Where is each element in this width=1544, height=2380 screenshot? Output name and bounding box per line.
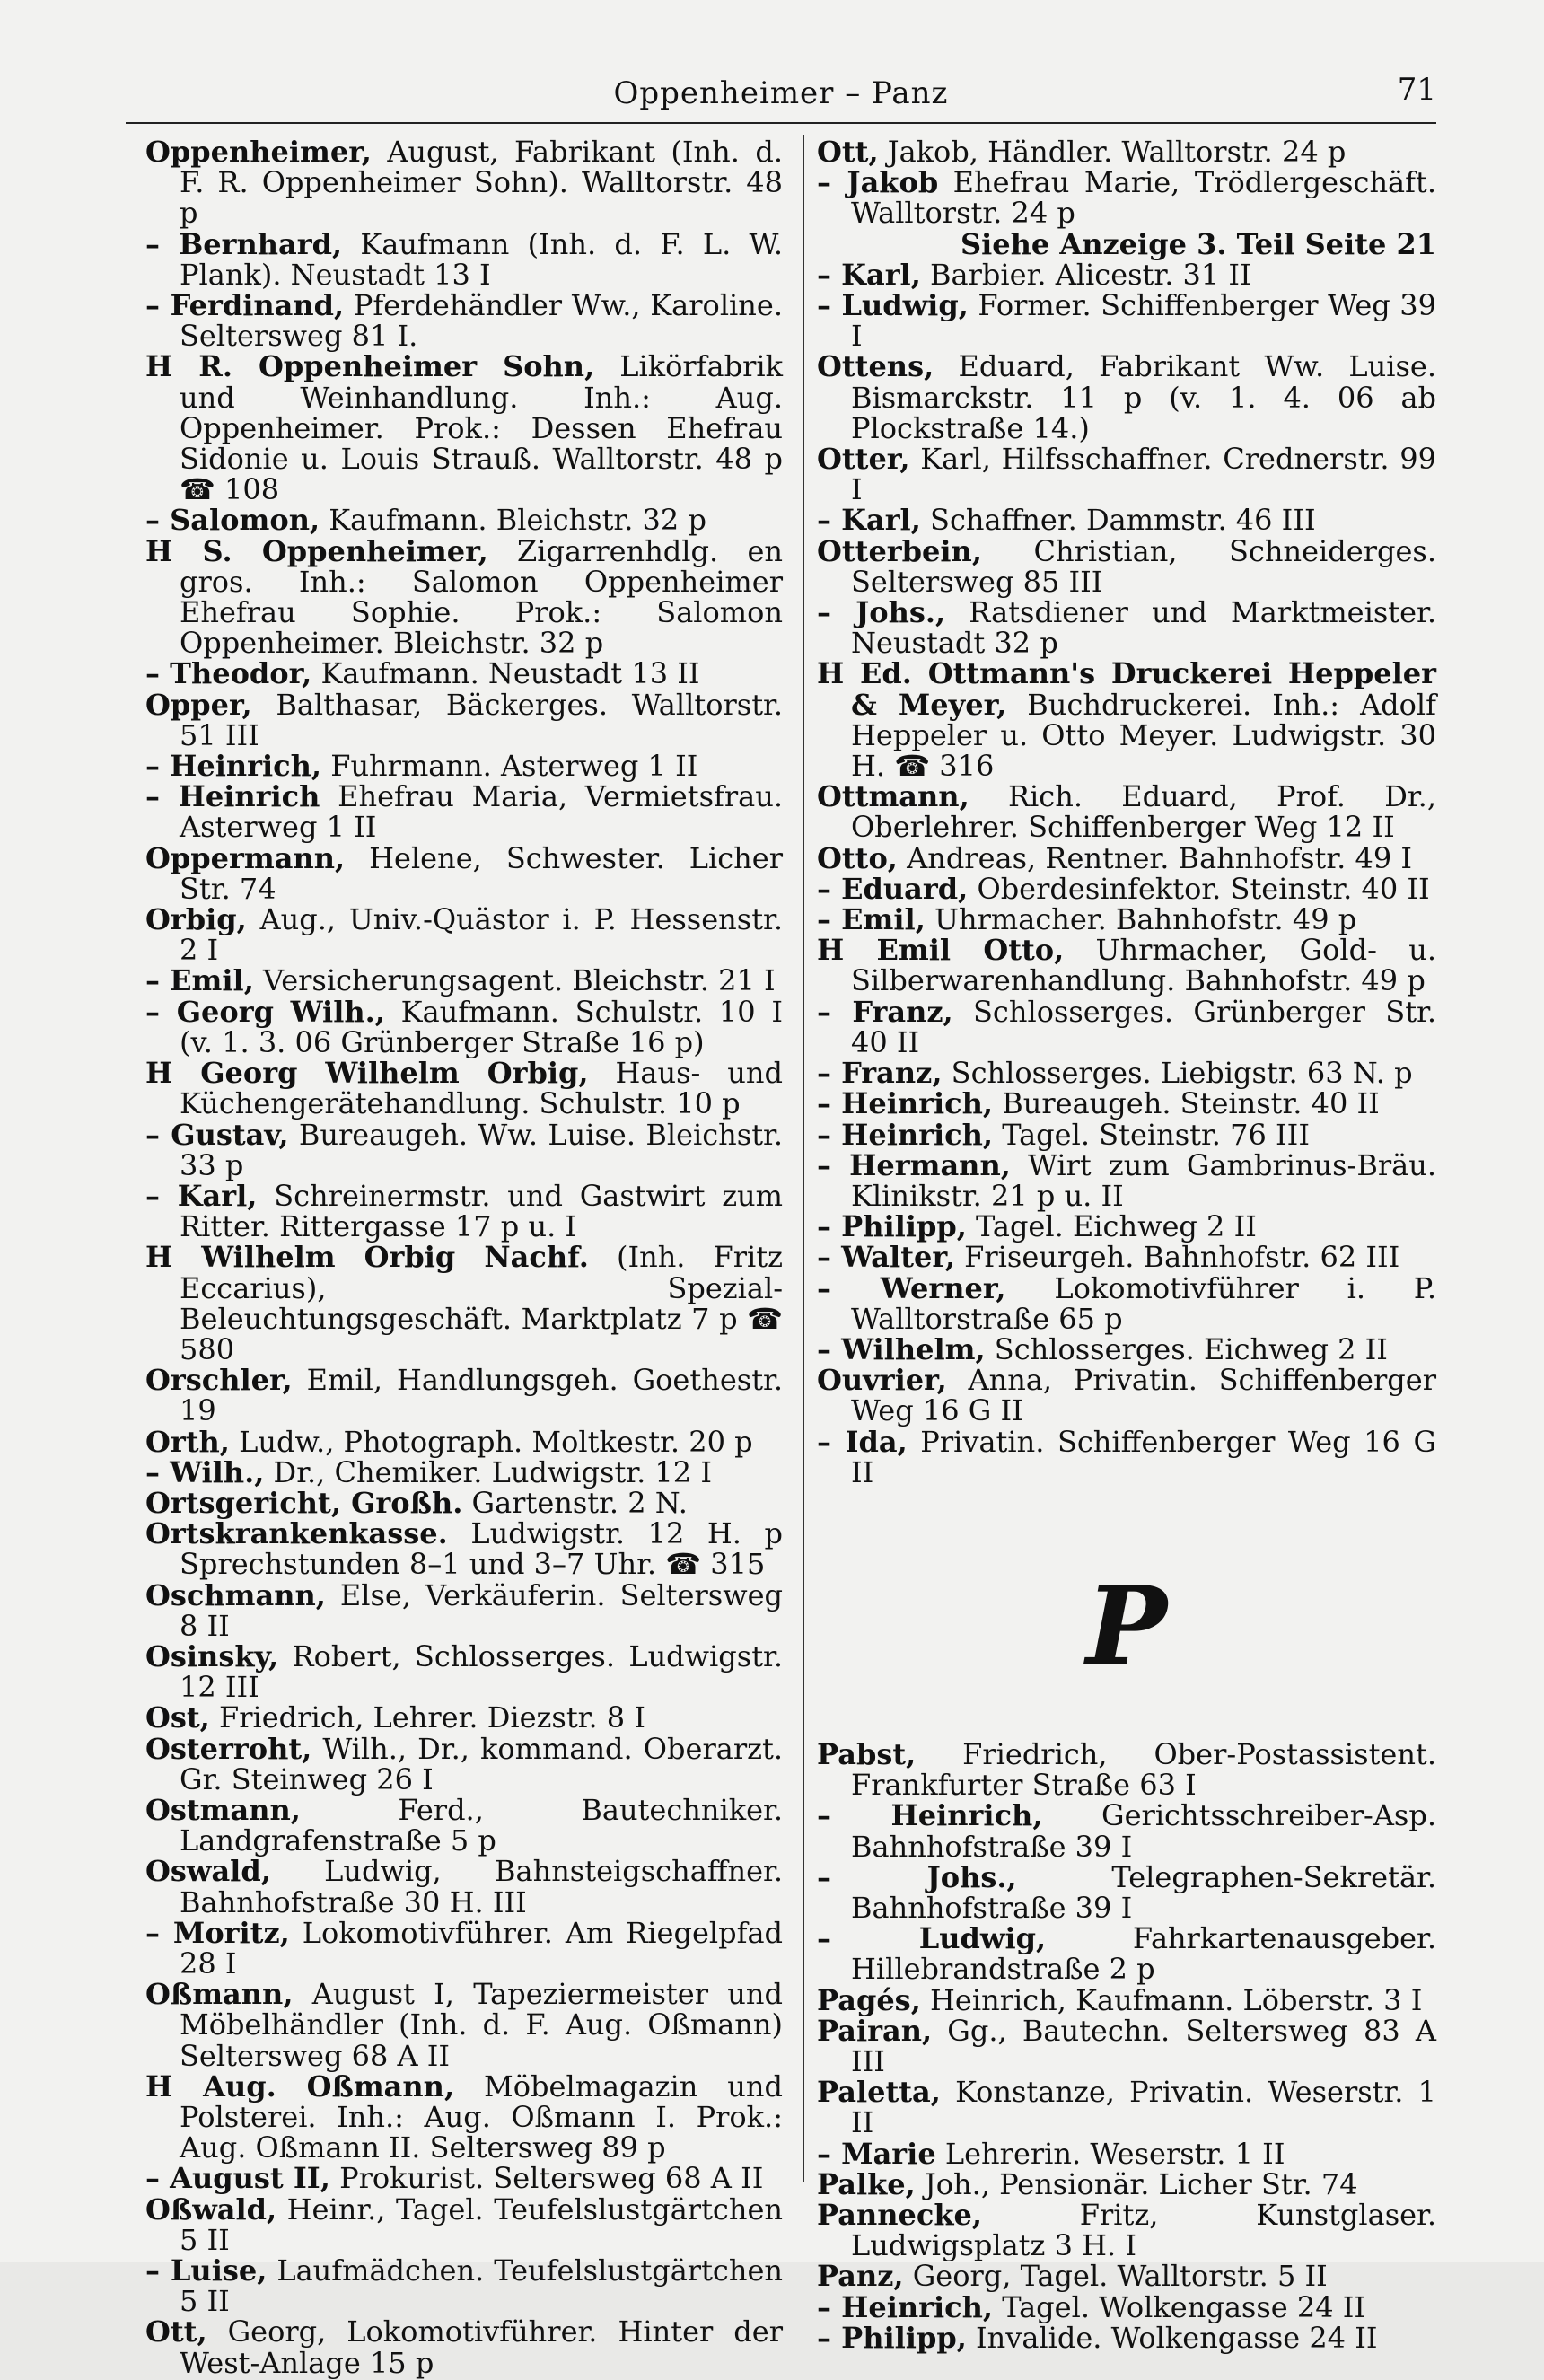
directory-entry [145, 1915, 783, 1980]
entry-details: Ludw., Photograph. Moltkestr. 20 p [229, 1424, 753, 1459]
entry-name: – Heinrich, [817, 1798, 1043, 1833]
directory-entry [817, 935, 1436, 996]
running-title: Oppenheimer – Panz [613, 75, 949, 111]
entry-name: – Heinrich, [145, 749, 322, 784]
directory-entry [817, 1921, 1437, 1987]
entry-details: Ehefrau Marie, Trödlergeschäft. Walltorstr. 24 p [851, 165, 1437, 231]
directory-entry [817, 288, 1437, 354]
directory-entry [145, 2068, 783, 2165]
directory-entry [817, 840, 1436, 875]
entry-details: Rich. Eduard, Prof. Dr., Oberlehrer. Schiffenberger Weg 12 II [851, 779, 1436, 845]
directory-entry [145, 136, 783, 229]
entry-details: Fahrkartenausgeber. Hillebrandstraße 2 p [851, 1921, 1437, 1987]
directory-entry [817, 165, 1437, 231]
entry-name: – Georg Wilh., [145, 994, 385, 1029]
directory-entry [817, 1056, 1436, 1091]
entry-name: – Heinrich [145, 779, 320, 814]
directory-entry [145, 1058, 783, 1119]
directory-entry [817, 904, 1436, 935]
directory-entry [145, 2161, 783, 2196]
entry-name: – Werner, [817, 1270, 1006, 1305]
directory-entry [817, 779, 1436, 845]
entry-name: Ouvrier, [817, 1363, 947, 1398]
entry-name: H R. Oppenheimer Sohn, [145, 349, 595, 384]
entry-name: H Ed. Ottmann's Druckerei Heppeler & Meyer, [817, 656, 1436, 722]
directory-entry [145, 1365, 783, 1426]
directory-entry [145, 1577, 783, 1643]
directory-entry [145, 902, 783, 968]
entry-details: Haus- und Küchengerätehandlung. Schulstr. 10 p [180, 1056, 784, 1121]
directory-entry [145, 749, 783, 784]
directory-entry [145, 2191, 783, 2257]
entry-details: Schlosserges. Liebigstr. 63 N. p [942, 1056, 1413, 1091]
directory-entry [817, 1211, 1436, 1242]
section-letter: P [1085, 1562, 1168, 1690]
directory-entry [145, 533, 783, 661]
directory-entry [145, 226, 784, 292]
directory-entry [145, 1242, 783, 1365]
directory-entry [145, 840, 783, 906]
entry-name: – Karl, [817, 257, 921, 292]
entry-name: – Ludwig, [817, 288, 969, 323]
directory-entry [145, 779, 783, 845]
entry-details: Schaffner. Dammstr. 46 III [920, 503, 1316, 538]
entry-details: Likörfabrik und Weinhandlung. Inh.: Aug. Oppenheimer. Prok.: Dessen Ehefrau Sidonie u. Louis Strauß. Walltorstr. 48 p ☎ 108 [180, 349, 783, 507]
entry-name: – Wilhelm, [817, 1331, 986, 1366]
entry-details: Schreinermstr. und Gastwirt zum Ritter. Rittergasse 17 p u. I [180, 1178, 784, 1244]
directory-entry [145, 1979, 783, 2071]
entry-details: Telegraphen-Sekretär. Bahnhofstraße 39 I [851, 1859, 1437, 1925]
entry-name: Oschmann, [145, 1577, 326, 1612]
entry-details: Prokurist. Seltersweg 68 A II [329, 2161, 764, 2196]
entry-name: – Bernhard, [145, 226, 343, 261]
right-column [817, 136, 1436, 2353]
entry-name: Orth, [145, 1424, 230, 1459]
entry-name: Panz, [817, 2259, 904, 2294]
entry-details: Aug., Univ.-Quästor i. P. Hessenstr. 2 I [180, 902, 783, 968]
entry-details: Tagel. Wolkengasse 24 II [993, 2289, 1366, 2324]
directory-entry [817, 595, 1437, 661]
header-rule [126, 122, 1436, 124]
entry-details: (Inh. Fritz Eccarius), Spezial-Beleuchtungsgeschäft. Marktplatz 7 p ☎ 580 [180, 1240, 784, 1366]
entry-details: Zigarrenhdlg. en gros. Inh.: Salomon Oppenheimer Ehefrau Sophie. Prok.: Salomon Oppenheimer. Bleichstr. 32 p [180, 533, 783, 661]
entry-details: Georg, Lokomotivführer. Hinter der West-Anlage 15 p [180, 2314, 783, 2380]
column-divider [803, 135, 804, 2182]
entry-name: H S. Oppenheimer, [145, 533, 488, 568]
directory-entry [817, 503, 1436, 538]
entry-details: Gerichtsschreiber-Asp. Bahnhofstraße 39 I [851, 1798, 1436, 1864]
directory-entry [817, 1240, 1436, 1275]
entry-details: Jakob, Händler. Walltorstr. 24 p [878, 135, 1347, 169]
advertisement-notice: Siehe Anzeige 3. Teil Seite 21 [961, 226, 1436, 261]
entry-name: – Johs., [817, 595, 946, 630]
entry-details: Ferd., Bautechniker. Landgrafenstraße 5 p [180, 1792, 783, 1858]
entry-details: Konstanze, Privatin. Weserstr. 1 II [851, 2075, 1436, 2140]
entry-name: – Johs., [817, 1859, 1017, 1894]
entry-name: – Ida, [817, 1424, 908, 1459]
entry-name: – Hermann, [817, 1147, 1011, 1182]
entry-details: Oberdesinfektor. Steinstr. 40 II [968, 871, 1430, 906]
directory-entry [145, 1485, 783, 1520]
entry-name: Opper, [145, 687, 252, 722]
entry-details: Schlosserges. Eichweg 2 II [985, 1331, 1388, 1366]
directory-entry [817, 994, 1437, 1059]
directory-entry [145, 965, 783, 996]
directory-entry [145, 658, 783, 689]
entry-details: Eduard, Fabrikant Ww. Luise. Bismarckstr. 11 p (v. 1. 4. 06 ab Plockstraße 14.) [851, 349, 1436, 445]
directory-entry [817, 1365, 1436, 1426]
directory-entry [817, 656, 1437, 784]
directory-entry [145, 1516, 783, 1582]
entry-details: Robert, Schlosserges. Ludwigstr. 12 III [180, 1638, 783, 1705]
directory-entry [145, 1792, 783, 1858]
entry-details: Versicherungsagent. Bleichstr. 21 I [253, 963, 776, 998]
entry-name: Ott, [817, 135, 879, 169]
entry-details: Wilh., Dr., kommand. Oberarzt. Gr. Steinweg 26 I [180, 1731, 783, 1796]
directory-entry [817, 871, 1436, 906]
entry-name: Oppermann, [145, 840, 346, 875]
directory-entry [817, 1117, 1436, 1152]
entry-name: Oswald, [145, 1854, 271, 1889]
directory-entry [817, 1331, 1436, 1366]
entry-name: – Salomon, [145, 503, 320, 538]
directory-entry [817, 444, 1436, 505]
entry-name: – Emil, [145, 963, 254, 998]
entry-details: Balthasar, Bäckerges. Walltorstr. 51 III [180, 687, 783, 752]
entry-name: Ost, [145, 1700, 210, 1735]
page-number: 71 [1397, 72, 1436, 108]
entry-details: Barbier. Alicestr. 31 II [920, 257, 1251, 292]
directory-entry [145, 2314, 783, 2380]
entry-details: Kaufmann (Inh. d. F. L. W. Plank). Neustadt 13 I [180, 226, 784, 292]
directory-entry [145, 351, 783, 505]
entry-details: Tagel. Eichweg 2 II [966, 1209, 1257, 1244]
entry-name: Ortsgericht, Großh. [145, 1485, 463, 1520]
entry-details: Andreas, Rentner. Bahnhofstr. 49 I [897, 840, 1413, 875]
directory-entry [145, 1638, 783, 1705]
directory-entry [817, 2197, 1436, 2263]
directory-entry [145, 1178, 784, 1244]
entry-name: – Ludwig, [817, 1921, 1047, 1956]
entry-name: H Emil Otto, [817, 933, 1065, 968]
entry-name: – Heinrich, [817, 1086, 994, 1121]
entry-name: – Karl, [145, 1178, 258, 1213]
entry-name: Orbig, [145, 902, 247, 937]
entry-name: Ostmann, [145, 1792, 301, 1827]
entry-details: Emil, Handlungsgeh. Goethestr. 19 [180, 1363, 783, 1428]
entry-details: Buchdruckerei. Inh.: Adolf Heppeler u. Otto Meyer. Ludwigstr. 30 H. ☎ 316 [851, 687, 1437, 784]
entry-details: Heinr., Tagel. Teufelslustgärtchen 5 II [180, 2191, 783, 2257]
entry-name: Oßwald, [145, 2191, 277, 2226]
entry-name: Oßmann, [145, 1977, 294, 2012]
entry-details: Privatin. Schiffenberger Weg 16 G II [851, 1424, 1437, 1489]
directory-entry [145, 1731, 783, 1796]
directory-entry [145, 288, 783, 354]
directory-entry [817, 136, 1436, 167]
entry-name: Pairan, [817, 2013, 933, 2048]
entry-name: – Karl, [817, 503, 921, 538]
entry-details: Helene, Schwester. Licher Str. 74 [180, 840, 783, 906]
entry-details: Wirt zum Gambrinus-Bräu. Klinikstr. 21 p u. II [851, 1147, 1437, 1213]
entry-name: – Eduard, [817, 871, 969, 906]
entry-name: Palke, [817, 2166, 916, 2201]
directory-entry [817, 2289, 1436, 2324]
entry-details: Lokomotivführer i. P. Walltorstraße 65 p [851, 1270, 1437, 1336]
entry-name: – Franz, [817, 1056, 943, 1091]
entry-details: Christian, Schneiderges. Seltersweg 85 III [851, 533, 1436, 599]
entry-details: Gartenstr. 2 N. [462, 1485, 688, 1520]
entry-details: Fuhrmann. Asterweg 1 II [321, 749, 698, 784]
entry-details: Kaufmann. Bleichstr. 32 p [320, 503, 706, 538]
entry-details: Laufmädchen. Teufelslustgärtchen 5 II [180, 2253, 784, 2319]
entry-name: Osinsky, [145, 1638, 279, 1673]
entry-name: H Wilhelm Orbig Nachf. [145, 1240, 589, 1275]
entry-details: Friedrich, Ober-Postassistent. Frankfurter Straße 63 I [851, 1736, 1436, 1803]
entry-name: Orschler, [145, 1363, 293, 1398]
entry-details: Bureaugeh. Ww. Luise. Bleichstr. 33 p [180, 1117, 783, 1182]
directory-entry [817, 1147, 1437, 1213]
entry-name: – Franz, [817, 994, 953, 1029]
directory-entry [817, 2166, 1436, 2201]
directory-entry [145, 1117, 783, 1182]
directory-entry [817, 1424, 1437, 1489]
entry-details: Anna, Privatin. Schiffenberger Weg 16 G II [851, 1363, 1436, 1428]
entry-name: – Heinrich, [817, 2289, 994, 2324]
directory-entry [817, 1982, 1436, 2017]
entry-name: H Aug. Oßmann, [145, 2068, 455, 2103]
entry-name: – Heinrich, [817, 1117, 994, 1152]
entry-details: Schlosserges. Grünberger Str. 40 II [851, 994, 1437, 1059]
entry-details: Gg., Bautechn. Seltersweg 83 A III [851, 2013, 1436, 2078]
entry-name: Otter, [817, 442, 910, 477]
entry-details: Georg, Tagel. Walltorstr. 5 II [903, 2259, 1328, 2294]
directory-entry [817, 533, 1436, 599]
entry-details: Dr., Chemiker. Ludwigstr. 12 I [264, 1454, 712, 1489]
entry-details: Ludwigstr. 12 H. p Sprechstunden 8–1 und 3–7 Uhr. ☎ 315 [180, 1516, 783, 1582]
entry-name: – Marie [817, 2136, 936, 2171]
left-column [145, 136, 783, 2378]
entry-name: – Ferdinand, [145, 288, 345, 323]
entry-details: Ratsdiener und Marktmeister. Neustadt 32 p [851, 595, 1437, 661]
entry-name: Pabst, [817, 1736, 917, 1771]
entry-name: – August II, [145, 2161, 330, 2196]
entry-details: Heinrich, Kaufmann. Löberstr. 3 I [920, 1982, 1423, 2017]
entry-details: Uhrmacher, Gold- u. Silberwarenhandlung. Bahnhofstr. 49 p [851, 933, 1436, 998]
entry-details: Else, Verkäuferin. Seltersweg 8 II [180, 1577, 783, 1643]
entry-name: Ottmann, [817, 779, 969, 814]
entry-name: Pannecke, [817, 2197, 982, 2232]
entry-details: Bureaugeh. Steinstr. 40 II [993, 1086, 1380, 1121]
entry-name: – Theodor, [145, 656, 312, 691]
entry-name: Ortskrankenkasse. [145, 1516, 448, 1551]
directory-entry [817, 259, 1436, 290]
directory-entry [817, 2077, 1436, 2138]
directory-entry [817, 2320, 1436, 2355]
entry-name: – Emil, [817, 902, 926, 937]
entry-name: – Jakob [817, 165, 939, 200]
directory-entry [145, 503, 783, 538]
entry-name: Ottens, [817, 349, 934, 384]
entry-name: – Philipp, [817, 1209, 967, 1244]
entry-name: – Philipp, [817, 2320, 967, 2355]
entry-name: H Georg Wilhelm Orbig, [145, 1056, 589, 1091]
directory-entry [145, 689, 783, 751]
directory-entry [145, 994, 784, 1059]
entry-name: – Luise, [145, 2253, 268, 2288]
entry-details: August, Fabrikant (Inh. d. F. R. Oppenheimer Sohn). Walltorstr. 48 p [180, 135, 783, 231]
entry-details: Joh., Pensionär. Licher Str. 74 [915, 2166, 1358, 2201]
entry-name: – Gustav, [145, 1117, 289, 1152]
entry-details: Ludwig, Bahnsteigschaffner. Bahnhofstraße 30 H. III [180, 1854, 783, 1919]
entry-name: Otto, [817, 840, 898, 875]
entry-name: Osterroht, [145, 1731, 312, 1766]
entry-name: Paletta, [817, 2075, 941, 2110]
entry-details: Fritz, Kunstglaser. Ludwigsplatz 3 H. I [851, 2197, 1436, 2263]
entry-details: Friseurgeh. Bahnhofstr. 62 III [955, 1240, 1400, 1275]
entry-details: Kaufmann. Schulstr. 10 I (v. 1. 3. 06 Grünberger Straße 16 p) [180, 994, 784, 1059]
entry-name: – Wilh., [145, 1454, 265, 1489]
entry-details: Invalide. Wolkengasse 24 II [966, 2320, 1378, 2355]
directory-entry [145, 1454, 783, 1489]
entry-details: Uhrmacher. Bahnhofstr. 49 p [925, 902, 1357, 937]
directory-entry [817, 1270, 1437, 1336]
directory-entry [817, 2138, 1436, 2169]
entry-details: Möbelmagazin und Polsterei. Inh.: Aug. Oßmann I. Prok.: Aug. Oßmann II. Seltersweg 89 p [180, 2068, 783, 2165]
entry-details: Ehefrau Maria, Vermietsfrau. Asterweg 1 II [180, 779, 783, 845]
directory-entry [817, 2013, 1436, 2078]
entry-details: Former. Schiffenberger Weg 39 I [851, 288, 1437, 354]
entry-name: Otterbein, [817, 533, 982, 568]
entry-details: Friedrich, Lehrer. Diezstr. 8 I [209, 1700, 645, 1735]
entry-details: Tagel. Steinstr. 76 III [993, 1117, 1310, 1152]
entry-name: Oppenheimer, [145, 135, 372, 169]
directory-entry [817, 1859, 1437, 1925]
entry-details: August I, Tapeziermeister und Möbelhändler (Inh. d. F. Aug. Oßmann) Seltersweg 68 A II [180, 1977, 783, 2073]
entry-details: Karl, Hilfsschaffner. Crednerstr. 99 I [851, 442, 1436, 507]
directory-entry [817, 1736, 1436, 1803]
directory-entry [817, 1798, 1436, 1864]
entry-details: Pferdehändler Ww., Karoline. Seltersweg 81 I. [180, 288, 783, 354]
directory-entry [817, 2259, 1436, 2294]
directory-entry [145, 1702, 783, 1733]
directory-entry [817, 1088, 1436, 1119]
page-header [126, 63, 1436, 126]
directory-entry [145, 2253, 784, 2319]
directory-entry [145, 1856, 783, 1917]
entry-details: Lokomotivführer. Am Riegelpfad 28 I [180, 1915, 783, 1980]
entry-name: Ott, [145, 2314, 207, 2349]
entry-name: – Moritz, [145, 1915, 290, 1950]
entry-name: Pagés, [817, 1982, 921, 2017]
entry-details: Kaufmann. Neustadt 13 II [311, 656, 700, 691]
directory-entry [817, 351, 1436, 444]
entry-name: – Walter, [817, 1240, 955, 1275]
directory-entry [145, 1424, 783, 1459]
entry-details: Lehrerin. Weserstr. 1 II [935, 2136, 1285, 2171]
